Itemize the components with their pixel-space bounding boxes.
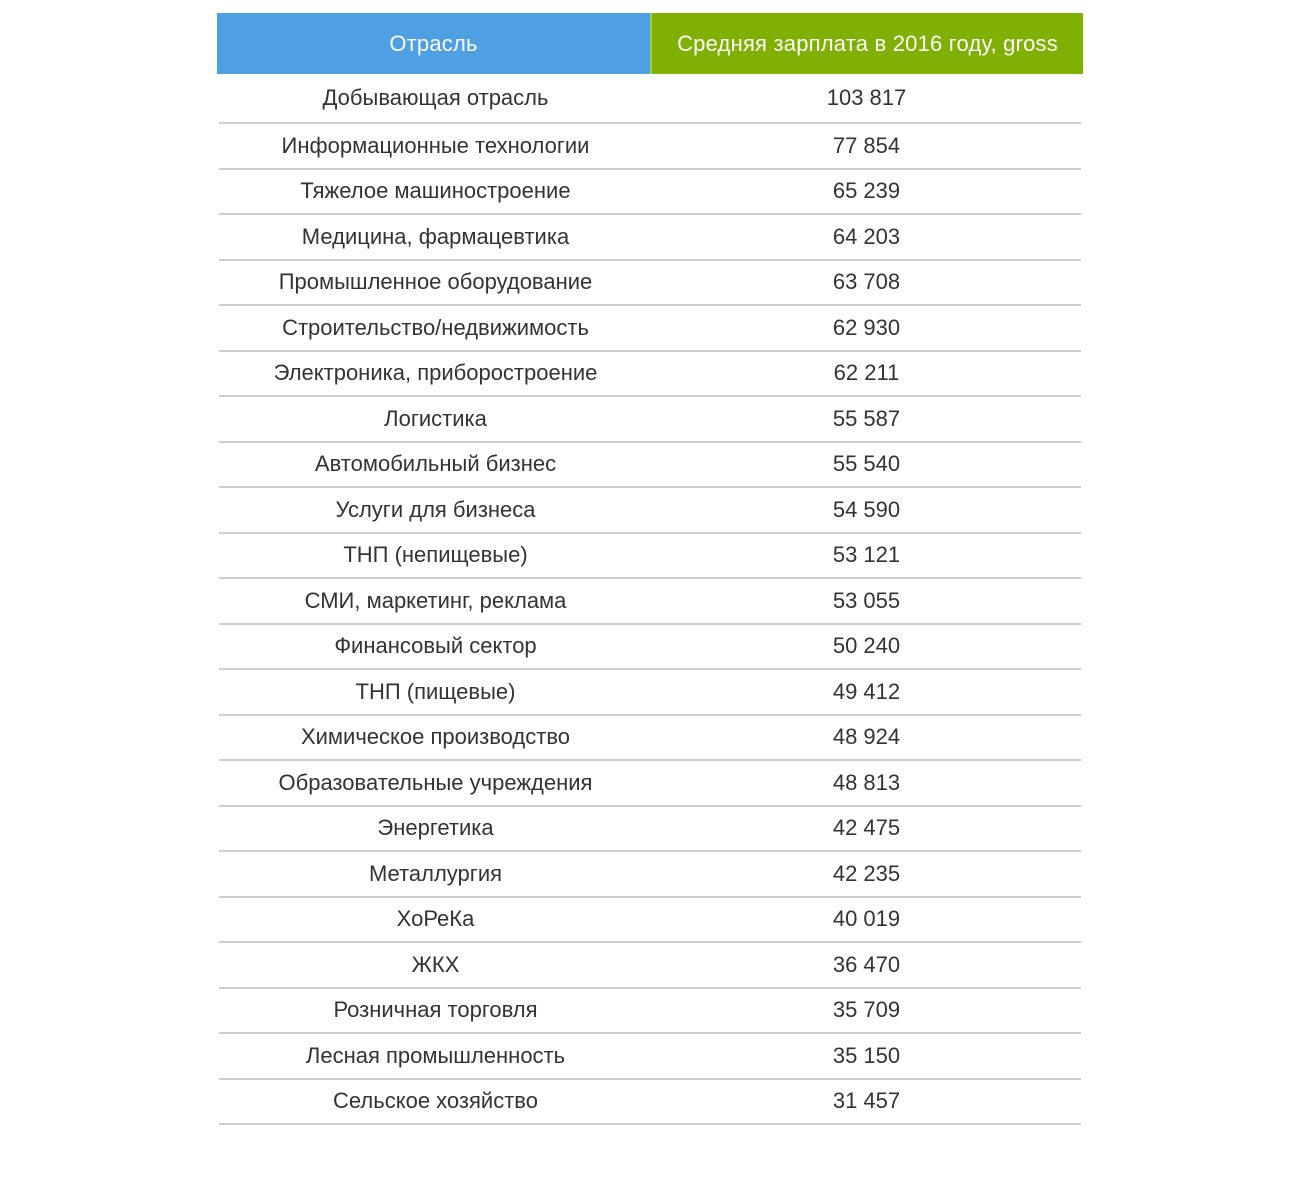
salary-cell: 103 817 xyxy=(826,85,907,110)
industry-cell: Электроника, приборостроение xyxy=(273,360,598,386)
industry-cell: Строительство/недвижимость xyxy=(282,314,589,340)
table-row xyxy=(219,170,1081,216)
table-header xyxy=(217,13,1083,74)
salary-cell: 49 412 xyxy=(832,678,901,704)
industry-cell: Финансовый сектор xyxy=(334,633,537,659)
salary-cell: 35 709 xyxy=(832,997,901,1023)
table-row xyxy=(219,397,1081,443)
industry-cell: Информационные технологии xyxy=(281,132,590,158)
table-row xyxy=(219,215,1081,261)
industry-cell: СМИ, маркетинг, реклама xyxy=(304,587,567,613)
salary-cell: 42 475 xyxy=(832,815,901,841)
table-row xyxy=(219,989,1081,1035)
table-row xyxy=(219,716,1081,762)
industry-cell: Энергетика xyxy=(377,815,494,841)
industry-cell: Металлургия xyxy=(368,860,503,886)
table-row xyxy=(219,943,1081,989)
salary-cell: 40 019 xyxy=(832,906,901,932)
salary-cell: 35 150 xyxy=(832,1042,901,1068)
table-row xyxy=(219,488,1081,534)
table-row xyxy=(219,761,1081,807)
table-row xyxy=(219,74,1081,124)
industry-cell: Услуги для бизнеса xyxy=(335,496,536,522)
salary-cell: 36 470 xyxy=(832,951,901,977)
industry-cell: Образовательные учреждения xyxy=(278,769,593,795)
salary-cell: 48 813 xyxy=(832,769,901,795)
industry-cell: ТНП (пищевые) xyxy=(355,678,516,704)
salary-cell: 50 240 xyxy=(832,633,901,659)
table-row xyxy=(219,898,1081,944)
table-row xyxy=(219,807,1081,853)
industry-cell: Тяжелое машиностроение xyxy=(300,178,571,204)
salary-cell: 64 203 xyxy=(832,223,901,249)
industry-cell: ХоРеКа xyxy=(396,906,475,932)
header-salary: Средняя зарплата в 2016 году, gross xyxy=(650,13,1083,74)
salary-cell: 31 457 xyxy=(832,1088,901,1114)
industry-cell: Химическое производство xyxy=(300,724,571,750)
industry-cell: ТНП (непищевые) xyxy=(343,542,528,568)
table-row xyxy=(219,625,1081,671)
industry-cell: Розничная торговля xyxy=(333,997,538,1023)
table-row xyxy=(219,579,1081,625)
table-row xyxy=(219,306,1081,352)
table-row xyxy=(219,443,1081,489)
industry-cell: Лесная промышленность xyxy=(305,1042,566,1068)
industry-cell: Промышленное оборудование xyxy=(278,269,593,295)
salary-cell: 53 055 xyxy=(832,587,901,613)
header-industry: Отрасль xyxy=(217,13,650,74)
salary-cell: 48 924 xyxy=(832,724,901,750)
table-row xyxy=(219,124,1081,170)
table-row xyxy=(219,852,1081,898)
industry-cell: ЖКХ xyxy=(411,951,460,977)
industry-cell: Автомобильный бизнес xyxy=(314,451,557,477)
table-row xyxy=(219,1034,1081,1080)
table-row xyxy=(219,1080,1081,1126)
industry-cell: Добывающая отрасль xyxy=(322,85,549,110)
salary-cell: 62 211 xyxy=(833,360,900,386)
salary-cell: 55 587 xyxy=(832,405,901,431)
salary-cell: 53 121 xyxy=(832,542,901,568)
salary-cell: 42 235 xyxy=(832,860,901,886)
table-row xyxy=(219,261,1081,307)
salary-cell: 55 540 xyxy=(832,451,901,477)
salary-cell: 63 708 xyxy=(832,269,901,295)
industry-cell: Логистика xyxy=(384,405,487,431)
salary-cell: 65 239 xyxy=(832,178,901,204)
salary-cell: 54 590 xyxy=(832,496,901,522)
table-row xyxy=(219,534,1081,580)
salary-cell: 62 930 xyxy=(832,314,901,340)
table-body xyxy=(217,74,1083,1125)
industry-cell: Медицина, фармацевтика xyxy=(301,223,570,249)
table-row xyxy=(219,352,1081,398)
salary-cell: 77 854 xyxy=(832,132,901,158)
table-row xyxy=(219,670,1081,716)
industry-cell: Сельское хозяйство xyxy=(333,1088,538,1114)
salary-table xyxy=(217,13,1083,1125)
